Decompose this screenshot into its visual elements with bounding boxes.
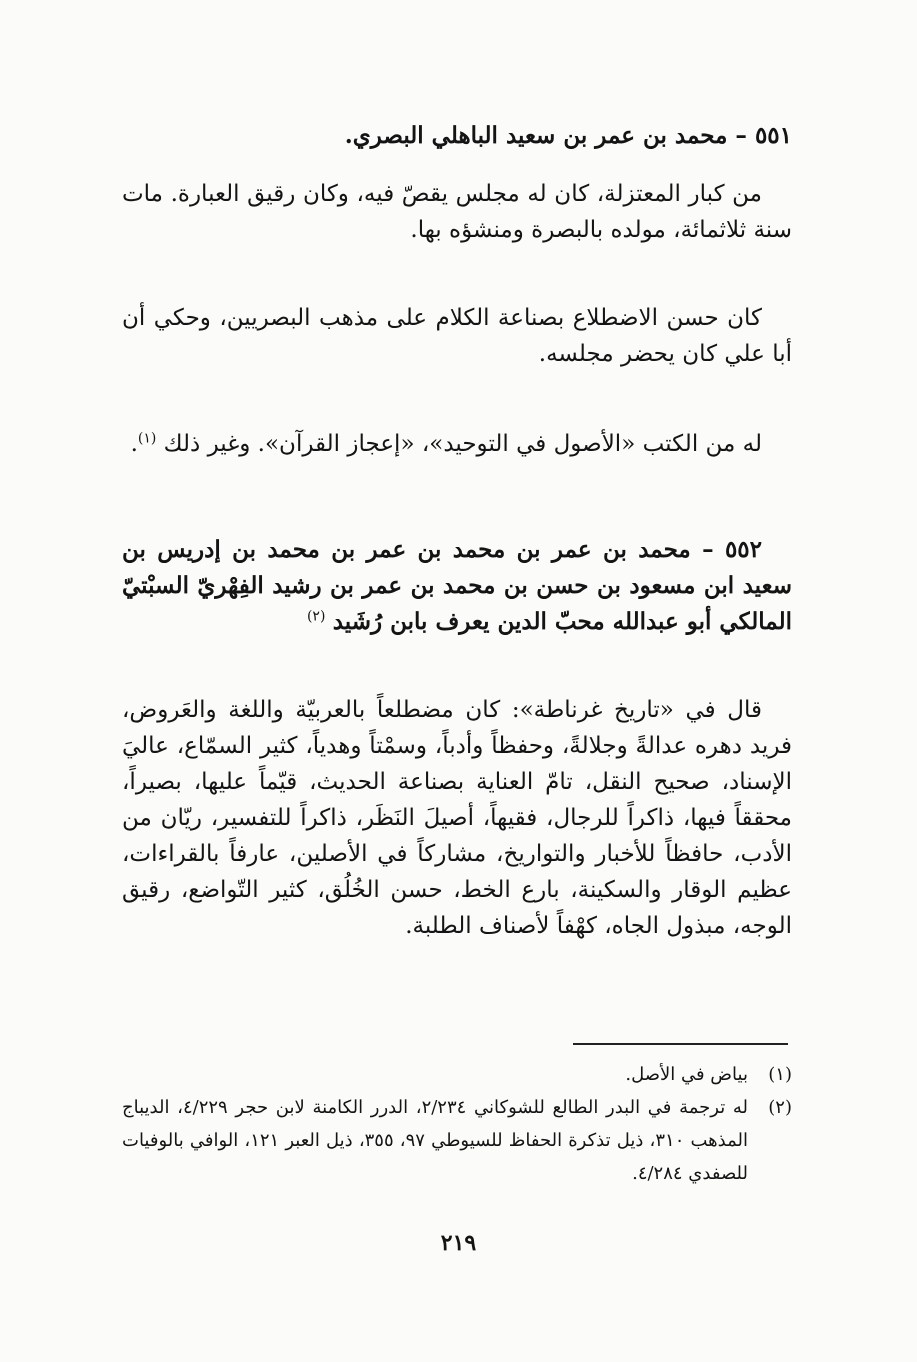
entry-551-paragraph-1: من كبار المعتزلة، كان له مجلس يقصّ فيه، وكان رقيق العبارة. مات سنة ثلاثمائة، مولده بالبصرة ومنشؤه بها. (122, 181, 792, 243)
entry-552-heading (122, 532, 792, 640)
footnotes (122, 1058, 792, 1190)
footnote-1 (122, 1058, 792, 1091)
entry-551-heading (122, 118, 792, 154)
entry-551-paragraph-3-text: له من الكتب «الأصول في التوحيد»، «إعجاز القرآن». وغير ذلك (163, 431, 762, 457)
footnote-ref-1: (١) (137, 430, 157, 447)
entry-552-paragraph: قال في «تاريخ غرناطة»: كان مضطلعاً بالعربيّة واللغة والعَروض، فريد دهره عدالةً وجلالةً، وحفظاً وأدباً، وسمْتاً وهدياً، كثير السمّاع، عاليَ الإسناد، صحيح النقل، تامّ العناية بصناعة الحديث، قيّماً عليها، بصيراً، محققاً فيها، ذاكراً للرجال، فقيهاً، أصيلَ النَظَر، ذاكراً للتفسير، ريّان من الأدب، حافظاً للأخبار والتواريخ، مشاركاً في الأصلين، عارفاً بالقراءات، عظيم الوقار والسكينة، بارع الخط، حسن الخُلُق، كثير التّواضع، رقيق الوجه، مبذول الجاه، كهْفاً لأصناف الطلبة. (122, 697, 792, 939)
period: . (130, 431, 138, 457)
footnote-ref-2: (٢) (306, 608, 326, 625)
footnote-1-text: بياض في الأصل. (625, 1064, 748, 1085)
footnote-2-text: له ترجمة في البدر الطالع للشوكاني ٢/٢٣٤، الدرر الكامنة لابن حجر ٤/٢٢٩، الديباج المذهب ٣١٠، ذيل تذكرة الحفاظ للسيوطي ٩٧، ٣٥٥، ذيل العبر ١٢١، الوافي بالوفيات للصفدي ٤/٢٨٤. (122, 1097, 749, 1184)
footnote-2-mark: (٢) (768, 1097, 792, 1118)
footnote-divider (573, 1043, 788, 1045)
footnote-1-mark: (١) (768, 1064, 792, 1085)
entry-551-heading-text: ٥٥١ – محمد بن عمر بن سعيد الباهلي البصري. (344, 122, 792, 149)
footnote-2 (122, 1091, 792, 1190)
entry-551-paragraph-3 (122, 426, 792, 462)
entry-552-heading-text: ٥٥٢ – محمد بن عمر بن محمد بن عمر بن محمد بن إدريس بن سعيد ابن مسعود بن حسن بن محمد بن عمر بن رشيد الفِهْريّ السبْتيّ المالكي أبو عبدالله محبّ الدين يعرف بابن رُشَيد (122, 536, 792, 635)
entry-551-paragraph-2: كان حسن الاضطلاع بصناعة الكلام على مذهب البصريين، وحكي أن أبا علي كان يحضر مجلسه. (122, 305, 792, 367)
page-number: ٢١٩ (440, 1230, 477, 1256)
